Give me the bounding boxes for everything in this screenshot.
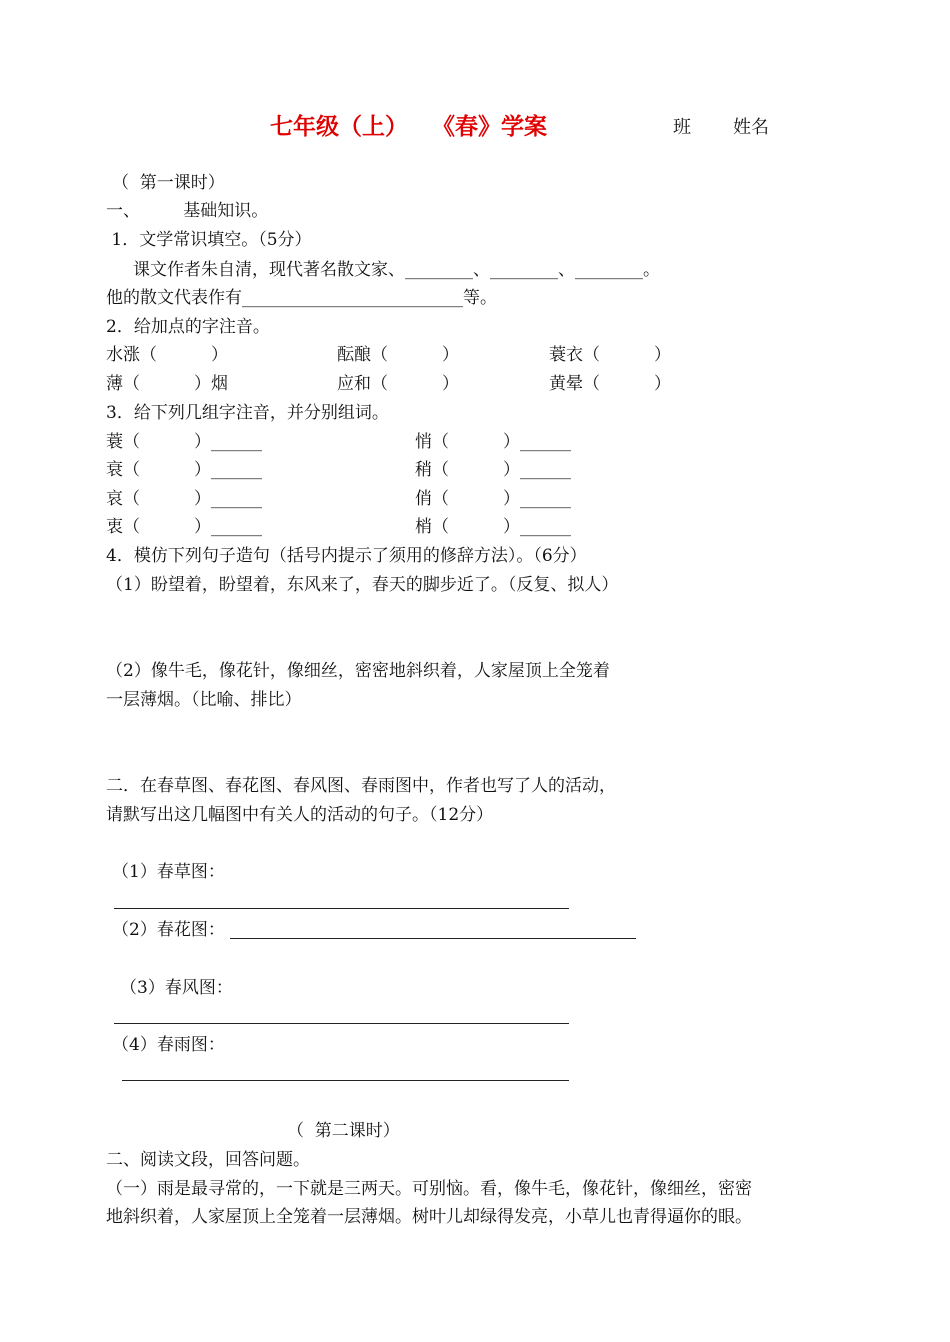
reading-passage-line: 地斜织着，人家屋顶上全笼着一层薄烟。树叶儿却绿得发亮，小草儿也青得逼你的眼。 — [106, 1207, 752, 1227]
q4-sentence-2b: 一层薄烟。（比喻、排比） — [106, 690, 302, 710]
q2-item: 薄（ ）烟 — [106, 374, 229, 394]
answer-line — [230, 938, 636, 939]
part2-line1: 二．在春草图、春花图、春风图、春雨图中，作者也写了人的活动， — [106, 776, 616, 796]
q3-title: 3．给下列几组字注音，并分别组词。 — [106, 403, 389, 423]
reading-heading: 二、阅读文段，回答问题。 — [106, 1150, 310, 1170]
q1-line1: 课文作者朱自清，现代著名散文家、________、________、________。 — [106, 260, 661, 280]
class-label: 班 — [673, 117, 691, 138]
name-label: 姓名 — [733, 117, 769, 138]
q2-item: 蓑衣（ ） — [549, 345, 672, 365]
answer-line — [114, 908, 569, 909]
q3-item: 哀（ ）______ — [106, 489, 263, 509]
q3-item: 梢（ ）______ — [415, 517, 572, 537]
answer-label-spring-grass: （1）春草图： — [112, 862, 225, 882]
section-heading-basics: 一、 基础知识。 — [106, 201, 269, 221]
q2-item: 黄晕（ ） — [549, 374, 672, 394]
q2-item: 酝酿（ ） — [337, 345, 460, 365]
q3-item: 衰（ ）______ — [106, 460, 263, 480]
lesson2-label: （ 第二课时） — [287, 1121, 400, 1141]
q3-item: 蓑（ ）______ — [106, 432, 263, 452]
answer-label-spring-rain: （4）春雨图： — [112, 1035, 225, 1055]
q3-item: 衷（ ）______ — [106, 517, 263, 537]
q3-item: 悄（ ）______ — [415, 432, 572, 452]
page-title: 七年级（上） 《春》学案 — [270, 113, 548, 140]
q1-title: 1．文学常识填空。（5分） — [106, 230, 312, 250]
q3-item: 稍（ ）______ — [415, 460, 572, 480]
q2-item: 水涨（ ） — [106, 345, 229, 365]
q1-line2: 他的散文代表作有__________________________等。 — [106, 288, 497, 308]
q4-sentence-2a: （2）像牛毛，像花针，像细丝，密密地斜织着，人家屋顶上全笼着 — [106, 661, 610, 681]
q4-title: 4．模仿下列句子造句（括号内提示了须用的修辞方法）。（6分） — [106, 546, 587, 566]
q2-item: 应和（ ） — [337, 374, 460, 394]
answer-label-spring-flowers: （2）春花图： — [112, 920, 225, 940]
lesson1-label: （ 第一课时） — [112, 173, 225, 193]
q4-sentence-1: （1）盼望着，盼望着，东风来了，春天的脚步近了。（反复、拟人） — [106, 575, 619, 595]
reading-passage-line: （一）雨是最寻常的，一下就是三两天。可别恼。看，像牛毛，像花针，像细丝，密密 — [106, 1179, 752, 1199]
q2-title: 2．给加点的字注音。 — [106, 317, 270, 337]
answer-line — [122, 1080, 569, 1081]
answer-line — [114, 1023, 569, 1024]
q3-item: 俏（ ）______ — [415, 489, 572, 509]
part2-line2: 请默写出这几幅图中有关人的活动的句子。（12分） — [106, 805, 494, 825]
answer-label-spring-wind: （3）春风图： — [120, 978, 233, 998]
